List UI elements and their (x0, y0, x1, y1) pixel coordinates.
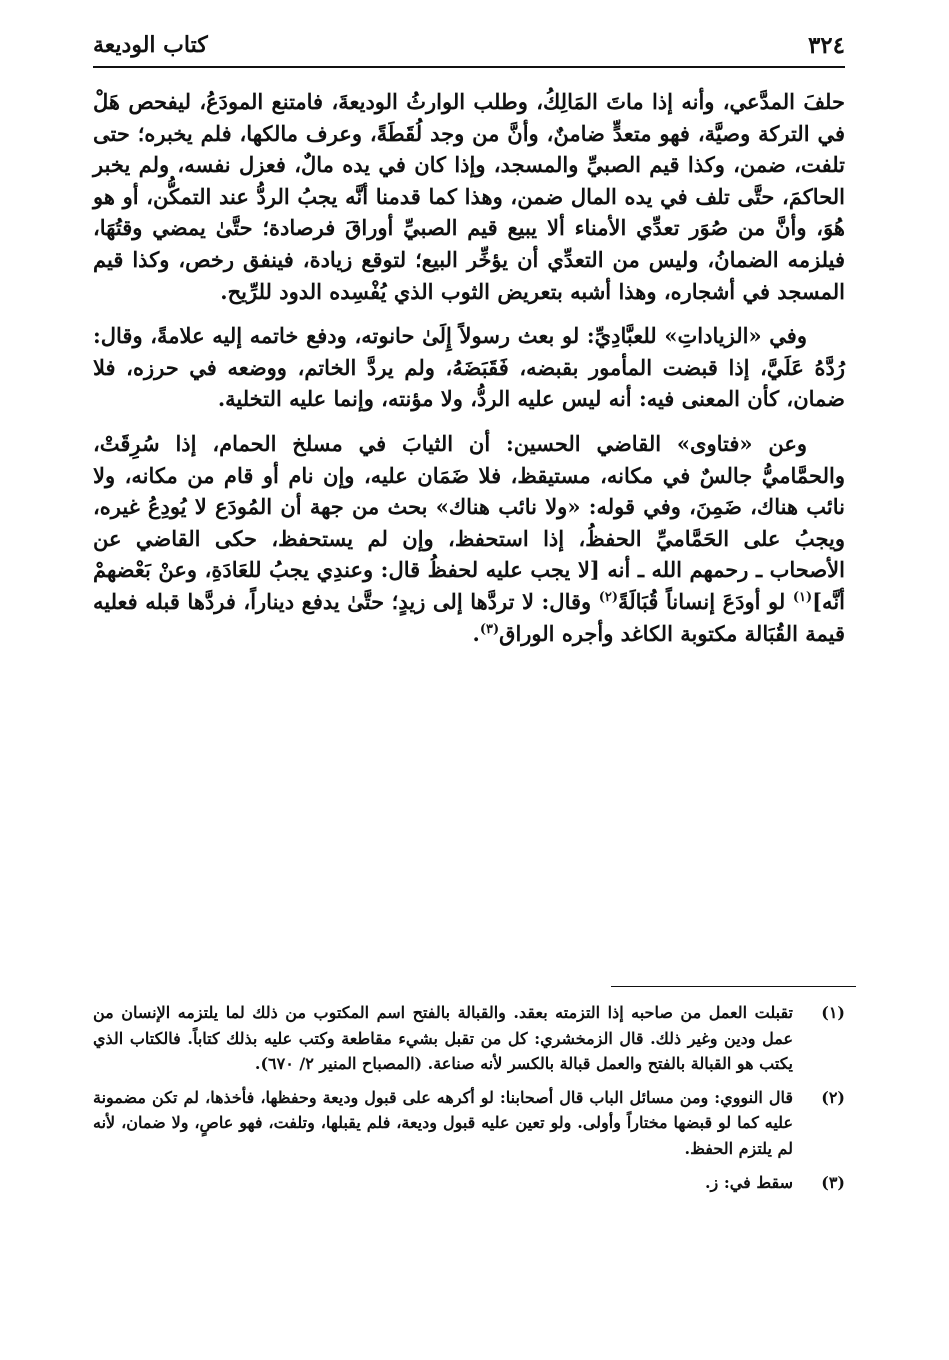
footnote-number: (٣) (821, 1172, 845, 1192)
running-title: كتاب الوديعة (93, 32, 208, 58)
footnotes (93, 1000, 845, 1203)
paragraph-3-end: . (472, 620, 480, 646)
main-text (93, 86, 845, 662)
footnote-separator (611, 986, 856, 987)
footnote-2 (93, 1085, 845, 1162)
footnote-ref-2[interactable]: (٢) (598, 589, 618, 605)
footnote-text: تقبلت العمل من صاحبه إذا التزمته بعقد. والقبالة بالفتح اسم المكتوب من ذلك لما يلتزمه الإنسان من عمل ودين وغير ذلك. قال الزمخشري: كل من تقبل بشيء مقاطعة وكتب عليه بذلك كتاباً. فالكتاب الذي يكتب هو القبالة بالفتح والعمل قبالة بالكسر لأنه صناعة. (المصباح المنير ٢/ ٦٧٠). (93, 1003, 793, 1074)
footnote-number: (٢) (821, 1087, 845, 1107)
footnote-ref-1[interactable]: (١) (792, 589, 813, 605)
header-rule (93, 66, 845, 68)
paragraph-3 (93, 428, 845, 649)
page-header (93, 30, 845, 62)
paragraph-3-part-3: وقال: لا تردَّها إلى زيدٍ؛ حتَّىٰ يدفع ديناراً، فردَّها قبله فعليه قيمة القُبَالة مكتوبة الكاغد وأجره الوراق (93, 588, 845, 646)
footnote-3 (93, 1170, 845, 1196)
footnote-1 (93, 1000, 845, 1077)
paragraph-1: حلفَ المدَّعي، وأنه إذا ماتَ المَالِكُ، وطلب الوارثُ الوديعةَ، فامتنع المودَعُ، ليفحص هَلْ في التركة وصيَّة، فهو متعدٍّ ضامنٌ، وأنَّ من وجد لُقَطَةً، وعرف مالكها، فلم يخبره؛ حتى تلفت، ضمن، وكذا قيم الصبيِّ والمسجد، وإذا كان في يده مالٌ، فعزل نفسه، ولم يخبر الحاكمَ، حتَّى تلف في يده المال ضمن، وهذا كما قدمنا أنَّه يجبُ الردُّ عند التمكُّن، أو هو هُوَ، وأنَّ من صُوَر تعدِّي الأمناء ألا يبيع قيم الصبيِّ أوراقَ فرصادة؛ حتَّىٰ يمضي وقتُهَا، فيلزمه الضمانُ، وليس من التعدِّي أن يؤخِّر البيع؛ لتوقع زيادة، فينفق رخص، وكذا قيم المسجد في أشجاره، وهذا أشبه بتعريض الثوب الذي يُفْسِده الدود للرِّيح. (93, 89, 845, 304)
footnote-ref-3[interactable]: (٣) (479, 621, 500, 637)
footnote-text: سقط في: ز. (704, 1172, 793, 1192)
footnote-text: قال النووي: ومن مسائل الباب قال أصحابنا: لو أكرهه على قبول وديعة وحفظها، فأخذها، لم تكن مضمونة عليه كما لو قبضها مختاراً وأولى. ولو تعين عليه قبول وديعة، فلم يقبلها، وتلفت، فهو عاصٍ، ولا ضمان، لأنه لم يلتزم الحفظ. (93, 1087, 793, 1158)
paragraph-2: وفي «الزياداتِ» للعبَّادِيِّ: لو بعث رسولاً إِلَىٰ حانوته، ودفع خاتمه إليه علامةً، وقال: رُدَّهُ عَلَيَّ، إذا قبضت المأمور بقبضه، فَقَبَضَهُ، ولم يردَّ الخاتم، ووضعه في حرزه، فلا ضمان، كأن المعنى فيه: أنه ليس عليه الردُّ، ولا مؤنته، وإنما عليه التخلية. (93, 323, 845, 412)
footnote-number: (١) (821, 1003, 845, 1022)
page-number: ٣٢٤ (807, 32, 845, 59)
paragraph-3-part-1: وعن «فتاوى» القاضي الحسين: أن الثيابَ في مسلخ الحمام، إذا سُرِقَتْ، والحمَّاميُّ جالسٌ في مكانه، مستيقظ، فلا ضَمَان عليه، وإن نام أو قام من مكانه، ولا نائب هناك، ضَمِنَ، وفي قوله: «ولا نائب هناك» بحث من جهة أن المُودَع لا يُودِعُ غيره، ويجبُ على الحَمَّاميِّ الحفظُ، إذا استحفظ، وإن لم يستحفظ، حكى القاضي عن الأصحاب ـ رحمهم الله ـ أنه [لا يجب عليه لحفظُ قال: وعندِي يجبُ للعَادَةِ، وعنْ بَعْضهمْ أنَّه] (93, 430, 846, 614)
paragraph-3-part-2: لو أودَعَ إنساناً قُبَالَةً (618, 588, 793, 614)
